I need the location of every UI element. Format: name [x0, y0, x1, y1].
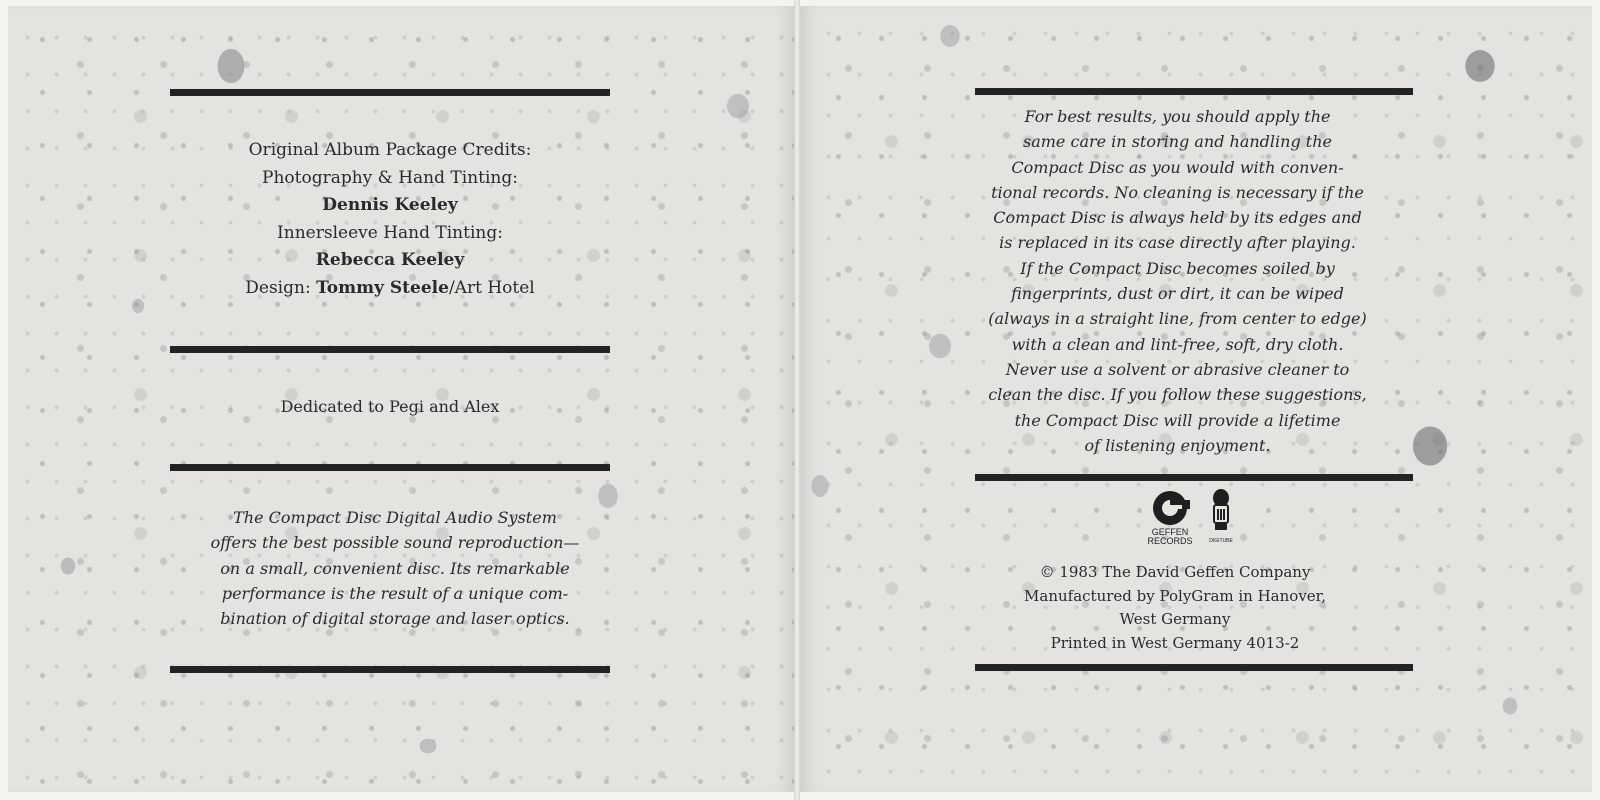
label-logos	[1145, 488, 1255, 548]
care-line: (always in a straight line, from center to edge)	[988, 309, 1367, 329]
divider-rule	[975, 88, 1413, 95]
digitube-label: DIGITUBE	[1209, 538, 1233, 544]
digitube-logo	[1209, 489, 1233, 544]
care-line: of listening enjoyment.	[1084, 435, 1271, 455]
care-line: same care in storing and handling the	[1023, 132, 1332, 152]
manufacturer-line: Manufactured by PolyGram in Hanover,	[1024, 586, 1326, 605]
divider-rule	[975, 664, 1413, 671]
divider-rule	[170, 464, 610, 471]
credits-photographer: Dennis Keeley	[322, 195, 458, 215]
divider-rule	[170, 346, 610, 353]
credits-innersleeve-label: Innersleeve Hand Tinting:	[277, 222, 503, 243]
geffen-logo-line1: GEFFEN	[1151, 527, 1189, 537]
care-line: the Compact Disc will provide a lifetime	[1014, 410, 1341, 430]
care-instructions	[955, 104, 1400, 458]
cd-system-line: bination of digital storage and laser optics.	[220, 609, 570, 629]
credits-heading: Original Album Package Credits:	[248, 140, 532, 160]
credits-photography-label: Photography & Hand Tinting:	[262, 167, 518, 188]
divider-rule	[975, 474, 1413, 481]
care-line: is replaced in its case directly after playing.	[999, 233, 1356, 253]
credits-design-line	[170, 275, 610, 303]
care-line: tional records. No cleaning is necessary if the	[991, 182, 1364, 202]
credits-design-label: Design:	[245, 277, 317, 298]
copyright-line: © 1983 The David Geffen Company	[1039, 563, 1311, 581]
credits-designer: Tommy Steele	[316, 277, 449, 298]
geffen-records-logo	[1145, 488, 1255, 548]
dedication: Dedicated to Pegi and Alex	[280, 397, 500, 416]
geffen-logo-line2: RECORDS	[1147, 536, 1193, 546]
care-line: For best results, you should apply the	[1024, 107, 1331, 126]
credits-design-studio: /Art Hotel	[448, 277, 535, 298]
cd-system-line: offers the best possible sound reproduction—	[210, 533, 580, 553]
care-line: Compact Disc is always held by its edges and	[993, 208, 1362, 228]
booklet-spine	[794, 0, 800, 800]
cd-system-line: performance is the result of a unique com-	[221, 583, 569, 603]
care-line: clean the disc. If you follow these suggestions,	[988, 385, 1367, 405]
care-line: with a clean and lint-free, soft, dry cloth.	[1011, 334, 1344, 354]
credits-innersleeve-artist: Rebecca Keeley	[315, 250, 465, 270]
catalog-number-line: Printed in West Germany 4013-2	[1050, 633, 1300, 652]
cd-system-note	[170, 505, 620, 631]
care-line: Never use a solvent or abrasive cleaner to	[1005, 359, 1350, 379]
care-line: fingerprints, dust or dirt, it can be wiped	[1011, 284, 1344, 304]
care-line: If the Compact Disc becomes soiled by	[1020, 258, 1335, 278]
divider-rule	[170, 89, 610, 96]
legal-notice	[960, 561, 1390, 655]
care-line: Compact Disc as you would with conven-	[1011, 157, 1344, 177]
manufacturer-country: West Germany	[1119, 610, 1231, 628]
cd-system-line: on a small, convenient disc. Its remarkable	[220, 558, 570, 578]
divider-rule	[170, 666, 610, 673]
package-credits	[170, 137, 610, 302]
cd-system-line: The Compact Disc Digital Audio System	[233, 508, 557, 527]
